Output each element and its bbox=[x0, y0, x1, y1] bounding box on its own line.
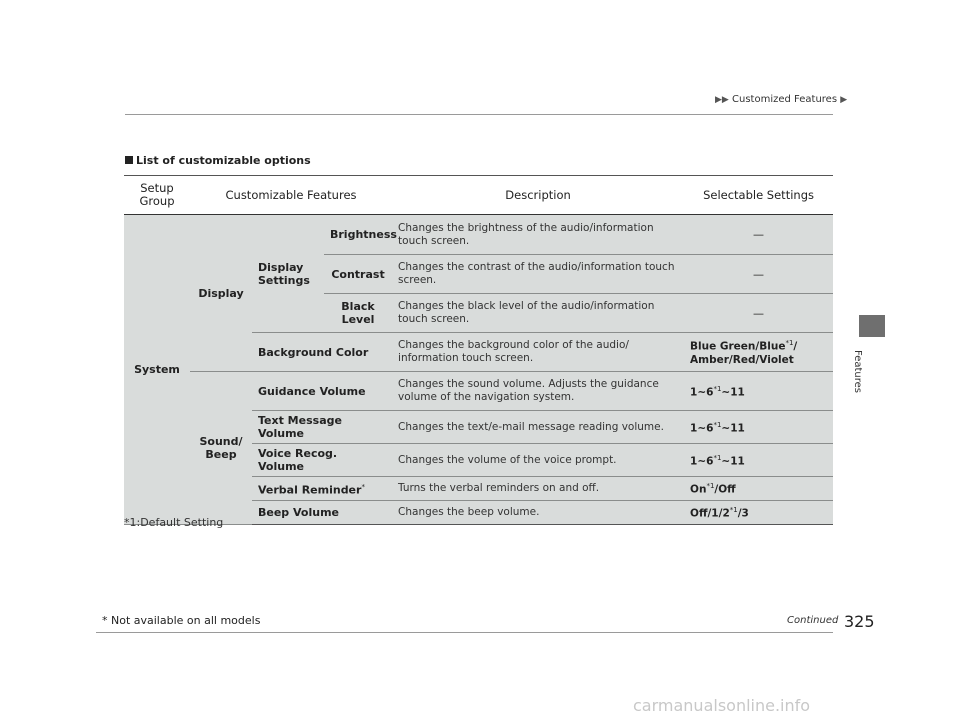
group-system: System bbox=[124, 215, 190, 525]
settings-value: Off/1/2 bbox=[690, 507, 730, 520]
table-row bbox=[124, 215, 833, 255]
table-header-row bbox=[124, 176, 833, 215]
side-tab-label: Features bbox=[852, 350, 863, 393]
settings-background-color bbox=[684, 333, 833, 372]
settings-contrast: — bbox=[684, 255, 833, 294]
settings-value: 1~6 bbox=[690, 422, 714, 435]
header-setup-group: Setup Group bbox=[124, 176, 190, 215]
settings-value: On bbox=[690, 483, 707, 496]
default-marker: *1 bbox=[785, 339, 794, 348]
group-display: Display bbox=[190, 215, 252, 372]
footnote-default-setting: *1:Default Setting bbox=[124, 516, 224, 529]
breadcrumb bbox=[715, 94, 847, 105]
feature-voice-recog-volume: Voice Recog. Volume bbox=[252, 444, 392, 477]
settings-brightness: — bbox=[684, 215, 833, 255]
breadcrumb-arrows-icon: ▶▶ bbox=[715, 95, 729, 105]
default-marker: *1 bbox=[706, 482, 715, 491]
header-customizable-features: Customizable Features bbox=[190, 176, 392, 215]
page-number: 325 bbox=[844, 612, 875, 631]
header-divider bbox=[125, 114, 833, 115]
settings-value: ~11 bbox=[721, 386, 745, 399]
feature-contrast: Contrast bbox=[324, 255, 392, 294]
description-guidance-volume: Changes the sound volume. Adjusts the guidance volume of the navigation system. bbox=[392, 372, 684, 411]
default-marker: *1 bbox=[713, 384, 722, 393]
settings-value: / Amber/Red/Violet bbox=[690, 340, 798, 366]
breadcrumb-label: Customized Features bbox=[732, 94, 838, 105]
table-row bbox=[124, 372, 833, 411]
section-title-text: List of customizable options bbox=[136, 154, 311, 167]
settings-voice-recog-volume bbox=[684, 444, 833, 477]
section-marker-icon bbox=[125, 156, 133, 164]
description-verbal-reminder: Turns the verbal reminders on and off. bbox=[392, 477, 684, 501]
feature-verbal-reminder bbox=[252, 477, 392, 501]
availability-note: * Not available on all models bbox=[102, 614, 261, 627]
settings-text-message-volume bbox=[684, 411, 833, 444]
section-title bbox=[125, 154, 311, 167]
settings-value: 1~6 bbox=[690, 455, 714, 468]
continued-label: Continued bbox=[787, 615, 839, 626]
default-marker: *1 bbox=[713, 420, 722, 429]
group-sound-beep: Sound/ Beep bbox=[190, 372, 252, 525]
description-text-message-volume: Changes the text/e-mail message reading volume. bbox=[392, 411, 684, 444]
settings-verbal-reminder bbox=[684, 477, 833, 501]
customizable-options-table bbox=[124, 175, 833, 525]
footer-divider bbox=[96, 632, 833, 633]
description-voice-recog-volume: Changes the volume of the voice prompt. bbox=[392, 444, 684, 477]
availability-marker: * bbox=[361, 482, 365, 491]
settings-beep-volume bbox=[684, 501, 833, 525]
settings-value: /3 bbox=[737, 507, 749, 520]
description-contrast: Changes the contrast of the audio/information touch screen. bbox=[392, 255, 684, 294]
watermark: carmanualsonline.info bbox=[633, 696, 811, 715]
feature-background-color: Background Color bbox=[252, 333, 392, 372]
breadcrumb-end-arrow-icon: ▶ bbox=[840, 95, 848, 105]
feature-label: Verbal Reminder bbox=[258, 483, 362, 497]
settings-value: ~11 bbox=[721, 422, 745, 435]
side-tab-marker bbox=[859, 315, 885, 337]
description-brightness: Changes the brightness of the audio/information touch screen. bbox=[392, 215, 684, 255]
settings-value: ~11 bbox=[721, 455, 745, 468]
feature-brightness: Brightness bbox=[324, 215, 392, 255]
settings-guidance-volume bbox=[684, 372, 833, 411]
settings-value: 1~6 bbox=[690, 386, 714, 399]
description-beep-volume: Changes the beep volume. bbox=[392, 501, 684, 525]
description-black-level: Changes the black level of the audio/information touch screen. bbox=[392, 294, 684, 333]
default-marker: *1 bbox=[729, 506, 738, 515]
feature-beep-volume: Beep Volume bbox=[252, 501, 392, 525]
settings-black-level: — bbox=[684, 294, 833, 333]
feature-black-level: Black Level bbox=[324, 294, 392, 333]
header-description: Description bbox=[392, 176, 684, 215]
default-marker: *1 bbox=[713, 453, 722, 462]
header-selectable-settings: Selectable Settings bbox=[684, 176, 833, 215]
description-background-color: Changes the background color of the audio/ information touch screen. bbox=[392, 333, 684, 372]
feature-text-message-volume: Text Message Volume bbox=[252, 411, 392, 444]
settings-value: /Off bbox=[714, 483, 736, 496]
settings-value: Blue Green bbox=[690, 340, 756, 353]
settings-value: /Blue bbox=[755, 340, 786, 353]
feature-guidance-volume: Guidance Volume bbox=[252, 372, 392, 411]
group-display-settings: Display Settings bbox=[252, 215, 324, 333]
